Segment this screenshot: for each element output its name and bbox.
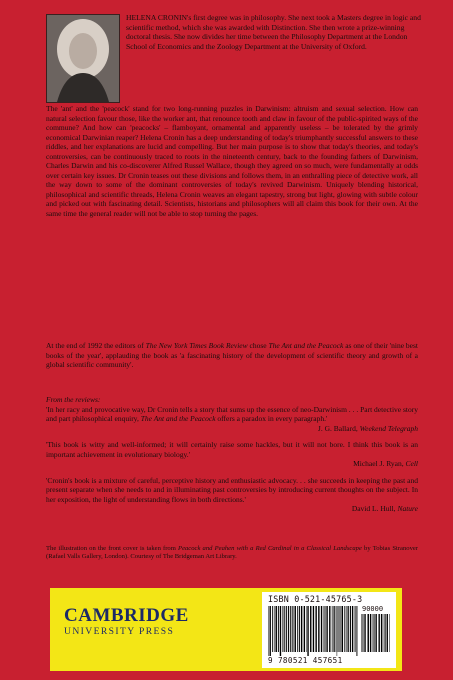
ean-digits: 9 780521 457651 [268, 656, 343, 665]
barcode-bar [297, 606, 298, 652]
barcode-bar [310, 606, 311, 652]
barcode-bar [284, 606, 285, 652]
barcode-bar [292, 606, 293, 652]
barcode-bar [342, 606, 343, 652]
description-paragraph: The 'ant' and the 'peacock' stand for two long-running puzzles in Darwinism: altruism and sexual selection. How can natural selection favour those, like the worker ant, that renounce tooth and claw in favour of the public-spirited ways of the commune? And how can 'peacocks' – flamboyant, ornamental and apparently useless – be tolerated by the grimly economical Darwinian reaper? Helena Cronin has a deep understanding of today's triumphantly successful answers to these riddles, and her explanations are lucid and compelling. But her main purpose is to show that today's theories, and today's controversies, can be continuously traced to roots in the nineteenth century, back to the founding fathers of Darwinism, Charles Darwin and his co-discoverer Alfred Russel Wallace, though they agreed on so much, were fundamentally at odds over certain key issues. Dr Cronin teases out these divisions and follows them, in an enthralling piece of detective work, all the way down to some of the dominant controversies of today's revived Darwinism. Uniquely blending historical, philosophical and scientific threads, Helena Cronin weaves an elegant tapestry, strong but light, glowing with subtle colour and picked out with fascinating detail. Scientists, historians and philosophers will all claim this book for their own. At the same time the general reader will not be able to stop turning the pages. [46, 104, 418, 218]
barcode-bar [347, 606, 348, 652]
barcode-bar [384, 614, 385, 652]
barcode-bar [278, 606, 279, 652]
barcode-bar [346, 606, 347, 652]
barcode-bar [373, 614, 374, 652]
barcode-bar [385, 614, 386, 652]
award-paragraph: At the end of 1992 the editors of The New York Times Book Review chose The Ant and the Peacock as one of their 'nine best books of the year', applauding the book as 'a fascinating history of the development of scientific theory and growth of a global scientific community'. [46, 341, 419, 369]
illustration-credit: The illustration on the front cover is taken from Peacock and Peahen with a Red Cardinal in a Classical Landscape by Tobias Stranover (Rafael Valls Gallery, London). Courtesy of The Bridgeman Art Library. [46, 545, 418, 561]
barcode-bar [326, 606, 327, 652]
publisher-name: CAMBRIDGE [64, 605, 189, 626]
barcode-bar [329, 606, 330, 652]
barcode-bar [294, 606, 295, 652]
barcode-bar [288, 606, 289, 652]
barcode-bar [338, 606, 339, 652]
publisher-logo [64, 606, 189, 638]
review-quote: 'Cronin's book is a mixture of careful, perceptive history and enthusiastic advocacy. . . she succeeds in keeping the past and present separate when she needs to and in illuminating past controversies by introducing current thoughts on the subject. In her exposition, the light of understanding flows in both directions.' David L. Hull, Nature [46, 475, 418, 513]
barcode-bar [282, 606, 283, 652]
barcode-bar [304, 606, 305, 652]
barcode-bar [389, 614, 390, 652]
barcode-bar [286, 606, 287, 652]
barcode-bar [301, 606, 302, 652]
barcode-bar [315, 606, 316, 652]
price-addon-barcode [361, 614, 391, 656]
publisher-bar [50, 588, 402, 671]
barcode-bar [355, 606, 356, 652]
barcode-bar [374, 614, 375, 652]
review-quote: 'This book is witty and well-informed; it will certainly raise some hackles, but it will not bore. I think this book is an important achievement in evolutionary biology.' Michael J. Ryan, Cell [46, 440, 418, 468]
barcode-bar [324, 606, 325, 652]
barcode-bar [362, 614, 363, 652]
barcode-bar [340, 606, 341, 652]
barcode-bar [379, 614, 380, 652]
barcode-bar [269, 606, 270, 656]
barcode-bar [367, 614, 368, 652]
barcode-bar [375, 614, 376, 652]
barcode-bar [318, 606, 319, 652]
barcode-bar [325, 606, 326, 652]
barcode-bar [368, 614, 369, 652]
barcode-bar [352, 606, 353, 652]
review-attribution: Michael J. Ryan, Cell [353, 459, 418, 468]
barcode-bar [344, 606, 345, 652]
barcode-bar [339, 606, 340, 652]
barcode-bar [307, 606, 308, 656]
barcode-bar [276, 606, 277, 652]
barcode-bar [299, 606, 300, 652]
barcode-bar [306, 606, 307, 652]
barcode-bar [350, 606, 351, 652]
barcode-bar [333, 606, 334, 652]
barcode-bar [381, 614, 382, 652]
barcode-bar [348, 606, 349, 652]
reviews-section [46, 395, 418, 521]
isbn-label: ISBN 0-521-45765-3 [268, 594, 363, 604]
barcode-bar [272, 606, 273, 652]
book-description [46, 104, 418, 218]
barcode-bar [356, 606, 357, 656]
barcode-bar [363, 614, 364, 652]
barcode-bar [290, 606, 291, 652]
barcode-bar [321, 606, 322, 652]
barcode-bar [332, 606, 333, 652]
barcode-bar [336, 606, 337, 652]
barcode-bar [378, 614, 379, 652]
barcode-bar [274, 606, 275, 652]
barcode-bar [280, 606, 281, 656]
barcode-bar [370, 614, 371, 652]
barcode-bar [313, 606, 314, 652]
barcode-bar [295, 606, 296, 652]
barcode-bar [387, 614, 388, 652]
barcode-bar [337, 606, 338, 656]
author-bio: HELENA CRONIN's first degree was in philosophy. She next took a Masters degree in logic and scientific method, which she was awarded with Distinction. She then wrote a prize-winning doctoral thesis. She now divides her time between the Philosophy Department at the London School of Economics and the Zoology Department at the University of Oxford. [126, 13, 421, 51]
barcode-bar [275, 606, 276, 652]
ean-barcode [268, 606, 358, 656]
review-attribution: David L. Hull, Nature [351, 504, 418, 513]
barcode-box [262, 592, 396, 668]
review-attribution: J. G. Ballard, Weekend Telegraph [317, 423, 418, 433]
publisher-press: UNIVERSITY PRESS [64, 626, 175, 637]
price-addon-digits: 90000 [362, 605, 384, 613]
barcode-bar [334, 606, 335, 652]
barcode-bar [270, 606, 271, 656]
barcode-bar [341, 606, 342, 652]
author-photo [46, 14, 120, 103]
barcode-bar [364, 614, 365, 652]
reviews-heading: From the reviews: [46, 395, 101, 404]
review-quote: 'In her racy and provocative way, Dr Cronin tells a story that sums up the essence of neo-Darwinism . . . Part detective story and part philosophical enquiry, The Ant and the Peacock offers a paradox in every paragraph.' J. G. Ballard, Weekend Telegraph [46, 404, 418, 433]
